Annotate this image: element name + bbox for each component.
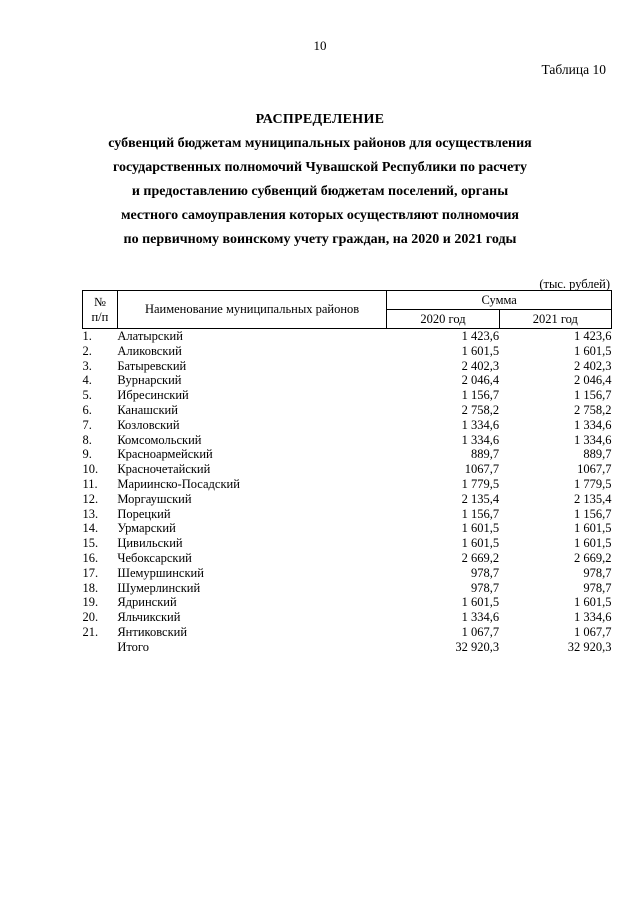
row-number: 11. bbox=[82, 476, 98, 491]
value-2020: 1 156,7 bbox=[461, 388, 500, 403]
district-name: Алатырский bbox=[117, 329, 183, 343]
district-name: Ядринский bbox=[117, 595, 177, 610]
district-name: Яльчикский bbox=[117, 610, 181, 625]
table-row bbox=[83, 595, 612, 610]
district-name: Порецкий bbox=[117, 506, 171, 521]
row-number: 13. bbox=[82, 506, 99, 521]
table-row bbox=[83, 566, 612, 581]
value-2020: 889,7 bbox=[471, 447, 500, 462]
row-number: 21. bbox=[82, 624, 99, 639]
district-name: Ибресинский bbox=[117, 388, 189, 403]
table-row bbox=[83, 433, 612, 448]
table-row bbox=[83, 373, 612, 388]
value-2021: 2 135,4 bbox=[574, 491, 612, 506]
value-2021: 1 779,5 bbox=[574, 476, 612, 491]
row-number: 12. bbox=[82, 491, 99, 506]
table-row bbox=[83, 492, 612, 507]
header-name: Наименование муниципальных районов bbox=[117, 291, 387, 329]
row-number: 20. bbox=[82, 610, 99, 625]
header-sum: Сумма bbox=[387, 291, 612, 310]
row-number bbox=[83, 640, 118, 655]
units-label: (тыс. рублей) bbox=[539, 277, 610, 291]
value-2020: 1 779,5 bbox=[461, 476, 500, 491]
value-2020: 1 601,5 bbox=[461, 521, 500, 536]
header-number bbox=[83, 291, 118, 329]
header-year-2020: 2020 год bbox=[387, 310, 499, 329]
district-name: Янтиковский bbox=[117, 624, 188, 639]
header-year-2021: 2021 год bbox=[499, 310, 611, 329]
value-2021: 978,7 bbox=[583, 565, 612, 580]
value-2021: 1 156,7 bbox=[574, 506, 612, 521]
value-2021: 1 334,6 bbox=[574, 417, 612, 432]
value-2021: 32 920,3 bbox=[567, 639, 612, 654]
value-2021: 1 334,6 bbox=[574, 610, 612, 625]
table-row bbox=[83, 551, 612, 566]
row-number: 4. bbox=[82, 373, 92, 388]
title-line-3: и предоставлению субвенций бюджетам поселений, органы bbox=[131, 184, 509, 199]
row-number: 5. bbox=[82, 388, 92, 403]
row-number: 18. bbox=[82, 580, 99, 595]
table-row bbox=[83, 610, 612, 625]
value-2020: 1067,7 bbox=[464, 462, 500, 477]
table-row bbox=[83, 388, 612, 403]
value-2020: 1 334,6 bbox=[461, 610, 500, 625]
title-main: РАСПРЕДЕЛЕНИЕ bbox=[255, 112, 385, 127]
table-row bbox=[83, 447, 612, 462]
value-2020: 2 046,4 bbox=[461, 373, 500, 388]
value-2021: 2 046,4 bbox=[574, 373, 612, 388]
value-2021: 1 601,5 bbox=[574, 521, 612, 536]
table-row bbox=[83, 581, 612, 596]
row-number: 14. bbox=[82, 521, 99, 536]
value-2020: 1 067,7 bbox=[461, 624, 500, 639]
header-number-symbol: № bbox=[93, 294, 106, 309]
title-line-4: местного самоуправления которых осуществляют полномочия bbox=[121, 208, 519, 223]
row-number: 16. bbox=[82, 550, 99, 565]
table-row bbox=[83, 344, 612, 359]
value-2021: 1 601,5 bbox=[574, 536, 612, 551]
value-2020: 978,7 bbox=[471, 580, 500, 595]
value-2020: 1 334,6 bbox=[461, 432, 500, 447]
title-line-1: субвенций бюджетам муниципальных районов для осуществления bbox=[108, 136, 532, 151]
district-name: Шумерлинский bbox=[117, 580, 201, 595]
value-2021: 2 669,2 bbox=[574, 550, 612, 565]
district-name: Чебоксарский bbox=[117, 550, 192, 565]
distribution-table bbox=[82, 290, 612, 655]
district-name: Красночетайский bbox=[117, 462, 211, 477]
value-2021: 1 067,7 bbox=[574, 624, 612, 639]
value-2021: 1 601,5 bbox=[574, 343, 612, 358]
table-row bbox=[83, 329, 612, 344]
value-2021: 978,7 bbox=[583, 580, 612, 595]
row-number: 6. bbox=[82, 402, 92, 417]
page-number: 10 bbox=[313, 38, 327, 53]
value-2020: 32 920,3 bbox=[455, 639, 500, 654]
district-name: Батыревский bbox=[117, 358, 187, 373]
value-2020: 978,7 bbox=[471, 565, 500, 580]
row-number: 17. bbox=[82, 565, 99, 580]
table-row bbox=[83, 403, 612, 418]
district-name: Вурнарский bbox=[117, 373, 182, 388]
district-name: Моргаушский bbox=[117, 491, 192, 506]
value-2021: 1 423,6 bbox=[574, 329, 612, 343]
table-row bbox=[83, 462, 612, 477]
district-name: Козловский bbox=[117, 417, 180, 432]
value-2020: 1 601,5 bbox=[461, 343, 500, 358]
table-row bbox=[83, 536, 612, 551]
row-number: 10. bbox=[82, 462, 99, 477]
table-row bbox=[83, 507, 612, 522]
district-name: Мариинско-Посадский bbox=[117, 476, 240, 491]
table-row bbox=[83, 625, 612, 640]
value-2021: 2 758,2 bbox=[574, 402, 612, 417]
row-number: 19. bbox=[82, 595, 99, 610]
row-number: 3. bbox=[82, 358, 92, 373]
title-line-2: государственных полномочий Чувашской Республики по расчету bbox=[113, 160, 527, 175]
value-2020: 1 334,6 bbox=[461, 417, 500, 432]
district-name: Итого bbox=[117, 639, 149, 654]
value-2020: 1 156,7 bbox=[461, 506, 500, 521]
title-line-5: по первичному воинскому учету граждан, на 2020 и 2021 годы bbox=[123, 232, 517, 247]
table-row bbox=[83, 359, 612, 374]
district-name: Урмарский bbox=[117, 521, 176, 536]
value-2021: 1 601,5 bbox=[574, 595, 612, 610]
row-number: 9. bbox=[82, 447, 92, 462]
value-2020: 2 758,2 bbox=[461, 402, 500, 417]
value-2020: 1 601,5 bbox=[461, 536, 500, 551]
value-2020: 2 669,2 bbox=[461, 550, 500, 565]
row-number: 15. bbox=[82, 536, 99, 551]
value-2020: 1 601,5 bbox=[461, 595, 500, 610]
row-number: 7. bbox=[82, 417, 92, 432]
table-row bbox=[83, 477, 612, 492]
header-number-pp: п/п bbox=[91, 309, 109, 324]
district-name: Красноармейский bbox=[117, 447, 213, 462]
table-row bbox=[83, 640, 612, 655]
value-2020: 1 423,6 bbox=[461, 329, 500, 343]
district-name: Аликовский bbox=[117, 343, 182, 358]
table-label: Таблица 10 bbox=[541, 62, 606, 77]
value-2021: 1067,7 bbox=[577, 462, 612, 477]
value-2021: 1 156,7 bbox=[574, 388, 612, 403]
district-name: Канашский bbox=[117, 402, 178, 417]
table-row bbox=[83, 418, 612, 433]
table-body bbox=[83, 329, 612, 655]
district-name: Цивильский bbox=[117, 536, 183, 551]
value-2021: 2 402,3 bbox=[574, 358, 612, 373]
district-name: Шемуршинский bbox=[117, 565, 204, 580]
value-2020: 2 135,4 bbox=[461, 491, 500, 506]
value-2021: 889,7 bbox=[583, 447, 612, 462]
value-2020: 2 402,3 bbox=[461, 358, 500, 373]
row-number: 8. bbox=[82, 432, 92, 447]
table-row bbox=[83, 521, 612, 536]
row-number: 2. bbox=[82, 343, 92, 358]
row-number: 1. bbox=[82, 329, 92, 343]
value-2021: 1 334,6 bbox=[574, 432, 612, 447]
document-title bbox=[0, 112, 640, 252]
district-name: Комсомольский bbox=[117, 432, 202, 447]
